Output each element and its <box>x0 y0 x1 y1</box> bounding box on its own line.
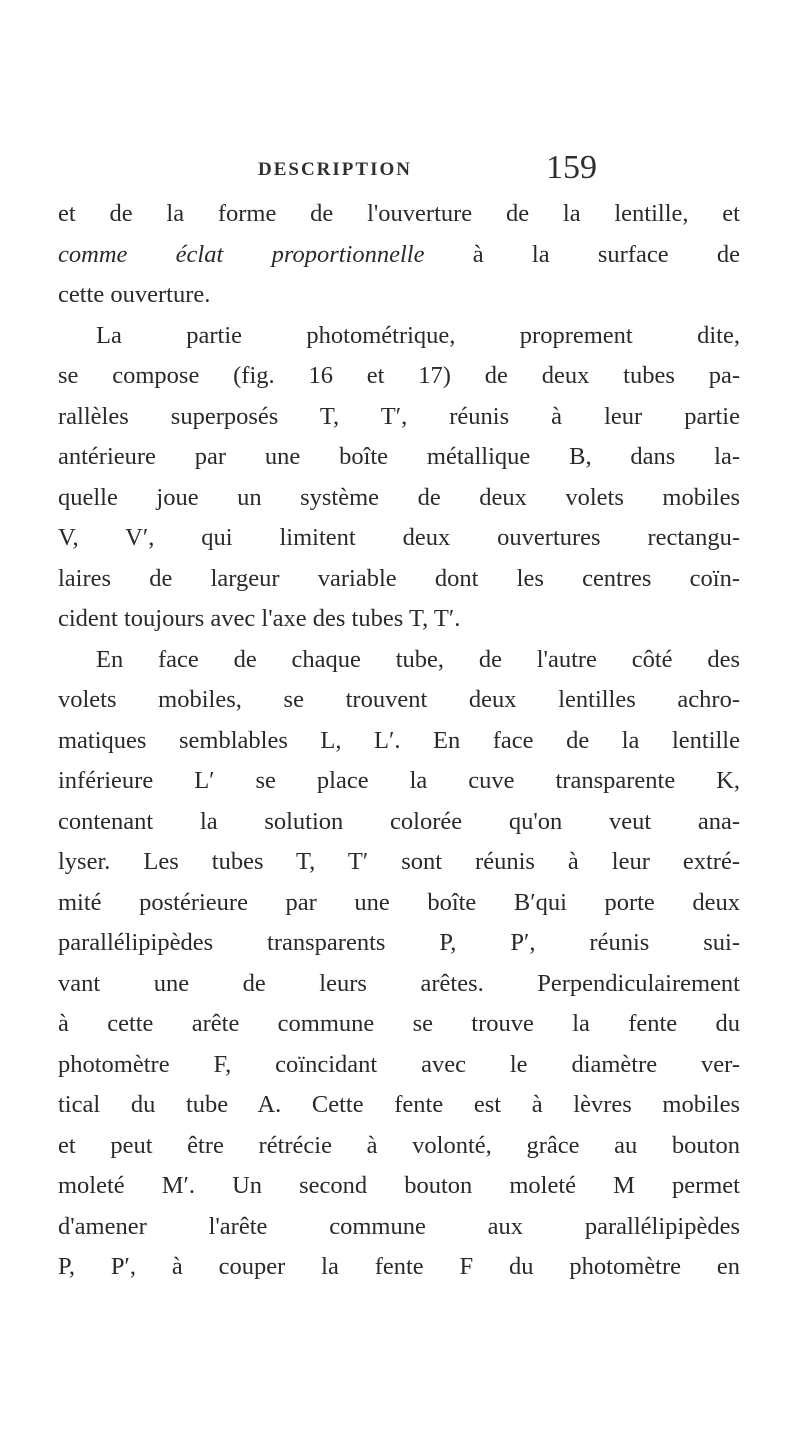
running-head: DESCRIPTION <box>258 159 412 180</box>
text-line: et peut être rétrécie à volonté, grâce au bouton <box>58 1131 740 1159</box>
text-line: inférieure L′ se place la cuve transparente K, <box>58 767 740 794</box>
text-line: volets mobiles, se trouvent deux lentilles achro- <box>58 686 740 713</box>
text-line: et de la forme de l'ouverture de la lentille, et <box>58 200 740 227</box>
text-line: comme éclat proportionnelle à la surface de <box>58 240 740 268</box>
text-line: En face de chaque tube, de l'autre côté des <box>96 645 740 673</box>
text-line: cident toujours avec l'axe des tubes T, T′. <box>58 605 461 632</box>
page-number: 159 <box>546 149 597 186</box>
text-line: P, P′, à couper la fente F du photomètre en <box>58 1253 740 1280</box>
text-line: matiques semblables L, L′. En face de la lentille <box>58 726 740 754</box>
text-line: photomètre F, coïncidant avec le diamètre ver- <box>58 1050 740 1078</box>
text-line: contenant la solution colorée qu'on veut ana- <box>58 807 740 835</box>
text-line: antérieure par une boîte métallique B, dans la- <box>58 443 740 470</box>
text-line: parallélipipèdes transparents P, P′, réunis sui- <box>58 929 740 956</box>
italic-phrase: comme éclat proportionnelle <box>58 240 425 268</box>
text-line: lyser. Les tubes T, T′ sont réunis à leur extré- <box>58 848 740 875</box>
text-line: se compose (fig. 16 et 17) de deux tubes pa- <box>58 362 740 389</box>
text-line: La partie photométrique, proprement dite, <box>96 321 740 349</box>
text-line: quelle joue un système de deux volets mobiles <box>58 483 740 511</box>
text-line: mité postérieure par une boîte B′qui porte deux <box>58 888 740 916</box>
text-line: laires de largeur variable dont les centres coïn- <box>58 564 740 592</box>
text-line: cette ouverture. <box>58 281 211 308</box>
page-header <box>0 145 800 185</box>
text-line: vant une de leurs arêtes. Perpendiculairement <box>58 969 740 997</box>
body-text <box>58 194 740 1288</box>
text-line: d'amener l'arête commune aux parallélipipèdes <box>58 1212 740 1240</box>
text-line: tical du tube A. Cette fente est à lèvres mobiles <box>58 1091 740 1118</box>
text-line: rallèles superposés T, T′, réunis à leur partie <box>58 402 740 430</box>
text-line: moleté M′. Un second bouton moleté M permet <box>58 1172 740 1199</box>
text-line: à cette arête commune se trouve la fente du <box>58 1010 740 1037</box>
text-line: V, V′, qui limitent deux ouvertures rectangu- <box>58 524 740 551</box>
